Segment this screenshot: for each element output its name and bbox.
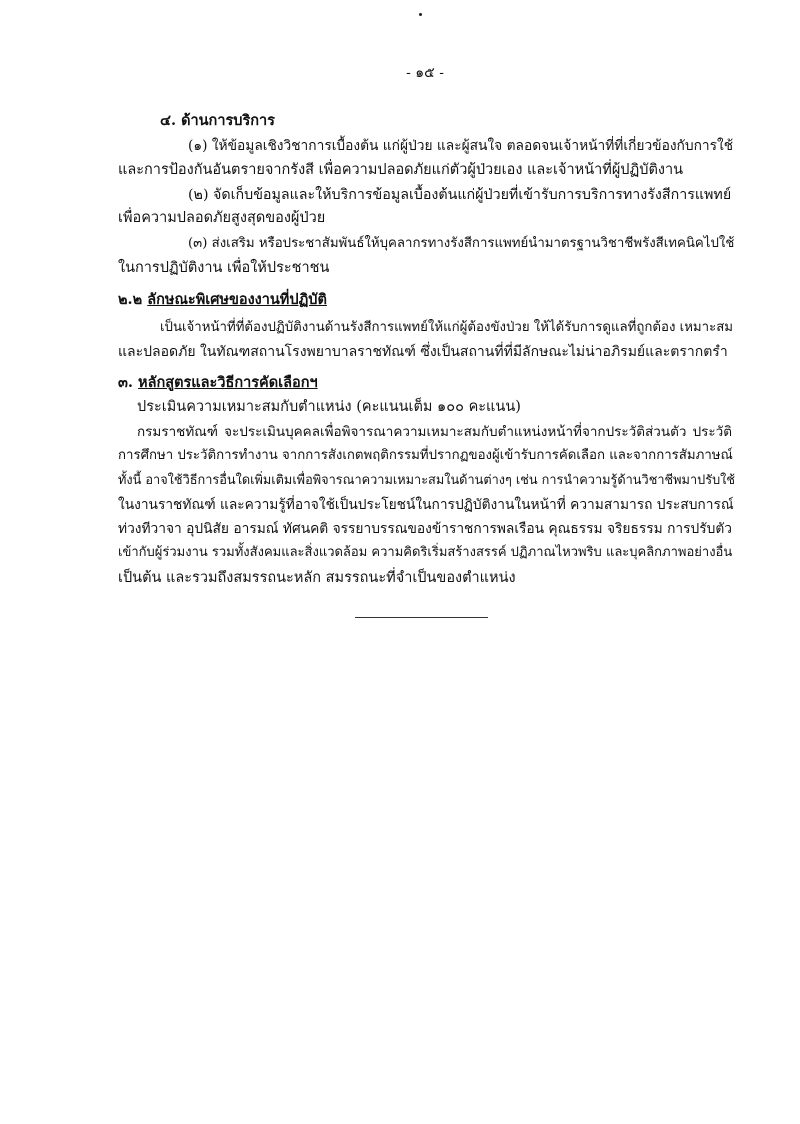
service-item-2-line-2: เพื่อความปลอดภัยสูงสุดของผู้ป่วย: [118, 210, 326, 226]
criteria-line: ทั้งนี้ อาจใช้วิธีการอื่นใดเพิ่มเติมเพื่อพิจารณาความเหมาะสมในด้านต่างๆ เช่น การนำความรู้ด้านวิชาชีพมาปรับใช้: [118, 473, 736, 488]
service-item-3-line-2: ในการปฏิบัติงาน เพื่อให้ประชาชน: [118, 260, 330, 276]
service-item-1-line-1: (๑) ให้ข้อมูลเชิงวิชาการเบื้องต้น แก่ผู้ป่วย และผู้สนใจ ตลอดจนเจ้าหน้าที่ที่เกี่ยวข้องกับการใช้: [188, 138, 734, 154]
criteria-line: ท่วงทีวาจา อุปนิสัย อารมณ์ ทัศนคติ จรรยาบรรณของข้าราชการพลเรือน คุณธรรม จริยธรรม การปรับตัว: [118, 521, 732, 537]
criteria-subheading: ประเมินความเหมาะสมกับตำแหน่ง (คะแนนเต็ม ๑๐๐ คะแนน): [137, 399, 521, 415]
criteria-line: กรมราชทัณฑ์ จะประเมินบุคคลเพื่อพิจารณาความเหมาะสมกับตำแหน่งหน้าที่จากประวัติส่วนตัว ประวัติ: [137, 424, 732, 440]
criteria-line: เข้ากับผู้ร่วมงาน รวมทั้งสังคมและสิ่งแวดล้อม ความคิดริเริ่มสร้างสรรค์ ปฏิภาณไหวพริบ และบุคลิกภาพอย่างอื่น: [118, 545, 733, 560]
special-number: ๒.๒: [118, 291, 143, 308]
special-title: ลักษณะพิเศษของงานที่ปฏิบัติ: [147, 291, 327, 308]
special-heading: [118, 290, 327, 310]
criteria-line: เป็นต้น และรวมถึงสมรรถนะหลัก สมรรถนะที่จำเป็นของตำแหน่ง: [118, 570, 516, 586]
scan-speck: [419, 13, 422, 16]
service-item-2-line-1: (๒) จัดเก็บข้อมูลและให้บริการข้อมูลเบื้องต้นแก่ผู้ป่วยที่เข้ารับการบริการทางรังสีการแพทย์: [188, 187, 732, 203]
special-line-1: เป็นเจ้าหน้าที่ที่ต้องปฏิบัติงานด้านรังสีการแพทย์ให้แก่ผู้ต้องขังป่วย ให้ได้รับการดูแลที่ถูกต้อง เหมาะสม: [160, 320, 734, 335]
criteria-number: ๓.: [118, 374, 133, 391]
service-item-1-line-2: และการป้องกันอันตรายจากรังสี เพื่อความปลอดภัยแก่ตัวผู้ป่วยเอง และเจ้าหน้าที่ผู้ปฏิบัติงาน: [118, 162, 684, 178]
end-divider: [355, 617, 488, 618]
special-line-2: และปลอดภัย ในทัณฑสถานโรงพยาบาลราชทัณฑ์ ซึ่งเป็นสถานที่ที่มีลักษณะไม่น่าอภิรมย์และตรากตรำ: [118, 344, 728, 360]
criteria-line: การศึกษา ประวัติการทำงาน จากการสังเกตพฤติกรรมที่ปรากฏของผู้เข้ารับการคัดเลือก และจากการสัมภาษณ์: [118, 448, 733, 463]
criteria-title: หลักสูตรและวิธีการคัดเลือกฯ: [138, 374, 318, 391]
page-number: - ๑๕ -: [406, 65, 444, 81]
service-item-3-line-1: (๓) ส่งเสริม หรือประชาสัมพันธ์ให้บุคลากรทางรังสีการแพทย์นำมาตรฐานวิชาชีพรังสีเทคนิคไปใช้: [188, 236, 735, 251]
criteria-heading: [118, 373, 318, 393]
criteria-line: ในงานราชทัณฑ์ และความรู้ที่อาจใช้เป็นประโยชน์ในการปฏิบัติงานในหน้าที่ ความสามารถ ประสบการณ์: [118, 497, 734, 513]
service-heading: ๔. ด้านการบริการ: [160, 112, 275, 129]
